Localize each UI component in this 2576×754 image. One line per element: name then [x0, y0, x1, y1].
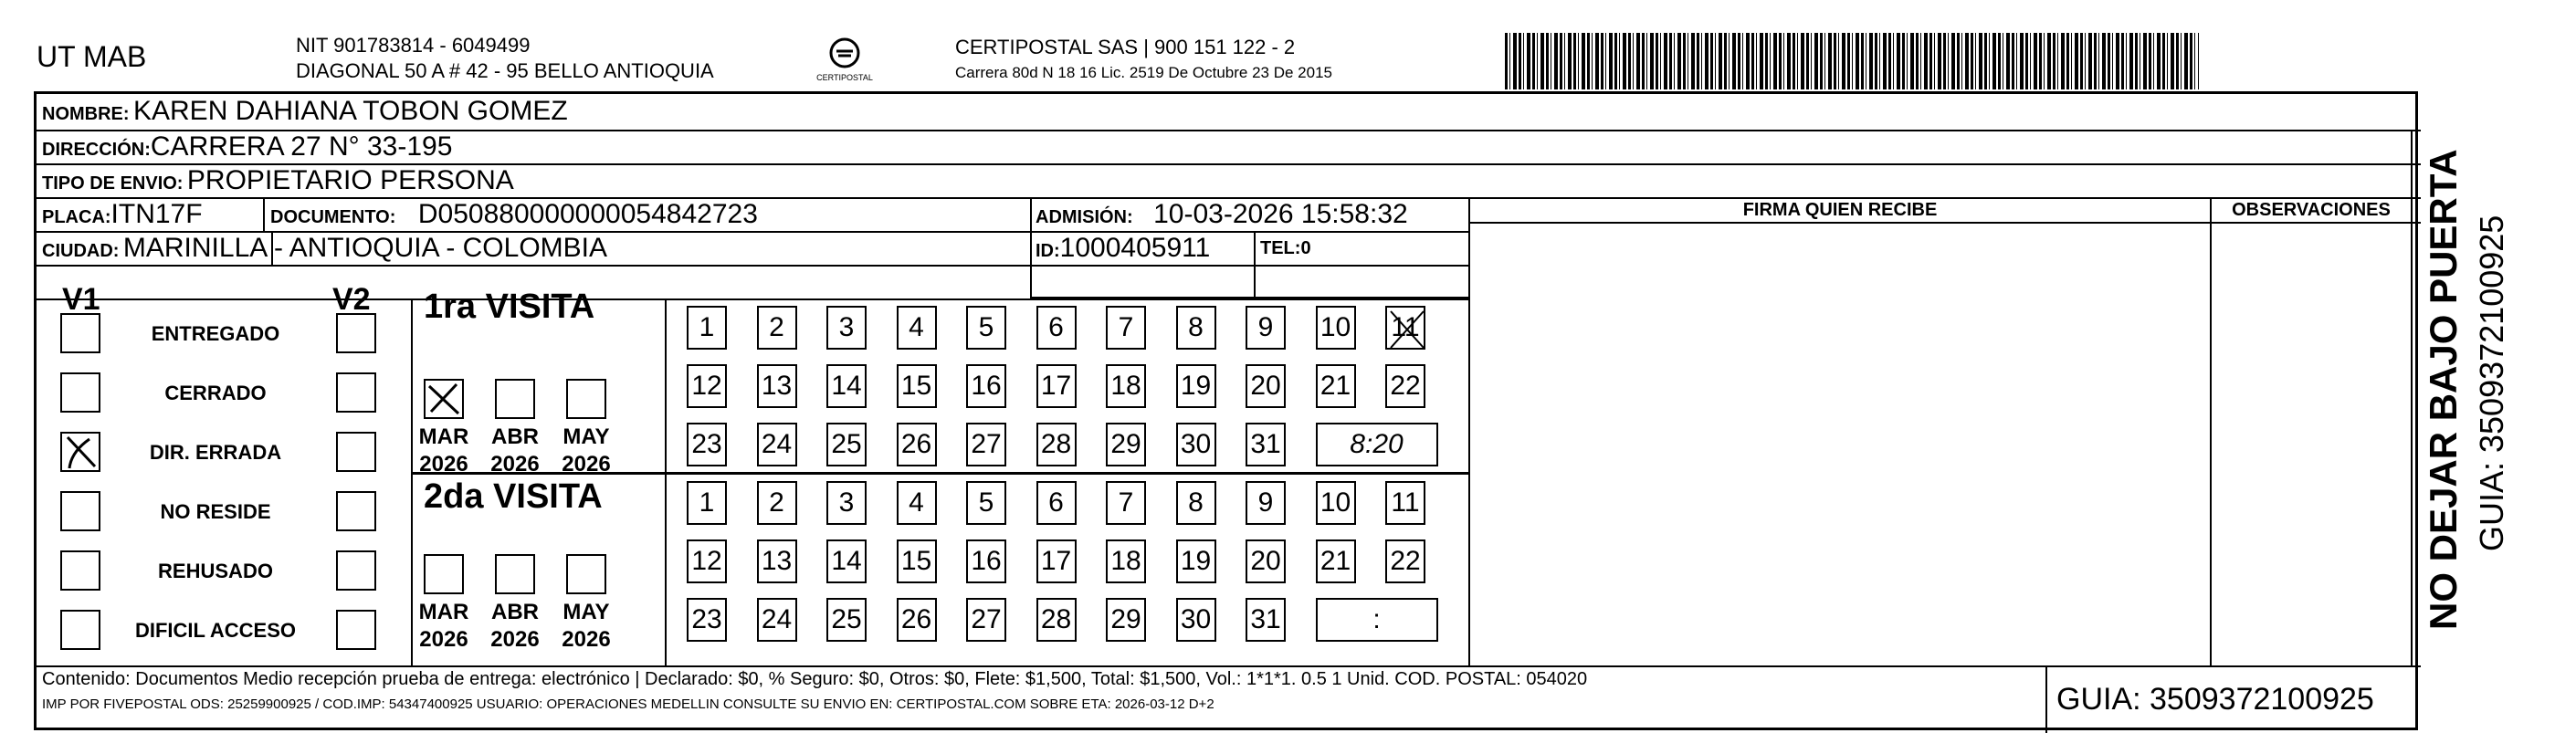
day-number: 20: [1250, 546, 1281, 576]
tel-value: 0: [1300, 238, 1311, 258]
year-label: 2026: [419, 452, 468, 476]
day-box[interactable]: [757, 598, 797, 642]
status-label: REHUSADO: [158, 560, 273, 582]
day-box[interactable]: [687, 481, 727, 525]
check-mark-icon: [426, 381, 462, 417]
barcode: [1505, 33, 2199, 89]
admision-label: ADMISIÓN:: [1036, 207, 1133, 227]
day-number: 11: [1391, 487, 1420, 518]
day-box[interactable]: [1246, 423, 1286, 466]
day-box[interactable]: [1246, 598, 1286, 642]
no-dejar-bajo-puerta: NO DEJAR BAJO PUERTA: [2422, 149, 2465, 630]
day-box[interactable]: [1176, 598, 1216, 642]
day-number: 9: [1257, 312, 1274, 342]
day-box[interactable]: [1246, 481, 1286, 525]
day-number: 25: [831, 429, 862, 459]
day-number: 20: [1250, 371, 1281, 401]
day-box[interactable]: [826, 306, 867, 350]
year-label: 2026: [419, 627, 468, 652]
month-label: ABR: [491, 600, 539, 624]
day-number: 12: [691, 371, 722, 401]
v1-checkbox[interactable]: [60, 610, 100, 650]
day-number: 2: [769, 312, 784, 342]
day-number: 26: [900, 604, 932, 634]
month-label: MAR: [418, 424, 469, 449]
month-label: MAY: [563, 600, 610, 624]
day-box[interactable]: [1246, 306, 1286, 350]
placa-value: ITN17F: [110, 199, 203, 229]
footer-imp: IMP POR FIVEPOSTAL ODS: 25259900925 / COD.IMP: 54347400925 USUARIO: OPERACIONES MEDELLIN CONSULTE SU ENVIO EN: CERTIPOSTAL.COM SOBRE ETA: 2026-03-12 D+2: [42, 696, 1214, 712]
day-box[interactable]: [1106, 481, 1146, 525]
day-number: 31: [1250, 429, 1281, 459]
side-guia: GUIA: 3509372100925: [2473, 215, 2510, 551]
day-number: 4: [909, 312, 924, 342]
day-box[interactable]: [826, 364, 867, 408]
day-box[interactable]: [1036, 598, 1077, 642]
time-box[interactable]: :: [1316, 598, 1438, 642]
month-label: MAR: [418, 600, 469, 624]
year-label: 2026: [562, 452, 611, 476]
day-number: 3: [838, 312, 855, 342]
day-number: 8: [1188, 312, 1204, 342]
footer-contenido: Contenido: Documentos Medio recepción prueba de entrega: electrónico | Declarado: $0, % Seguro: $0, Otros: $0, Flete: $1,500, Total: $1,500, Vol.: 1*1*1. 0.5 1 Unid. COD. POSTAL: 054020: [42, 669, 1588, 689]
carrier-license: Carrera 80d N 18 16 Lic. 2519 De Octubre 23 De 2015: [955, 64, 1332, 81]
day-number: 13: [761, 546, 793, 576]
day-number: 15: [900, 546, 932, 576]
day-number: 18: [1110, 546, 1141, 576]
direccion-value: CARRERA 27 N° 33-195: [150, 131, 453, 162]
certipostal-logo: [813, 35, 877, 89]
day-box[interactable]: [1176, 364, 1216, 408]
day-box[interactable]: [1036, 423, 1077, 466]
day-number: 23: [691, 604, 722, 634]
v1-checkbox[interactable]: [60, 550, 100, 591]
day-box[interactable]: [897, 306, 937, 350]
direccion-label: DIRECCIÓN:: [42, 140, 151, 160]
day-box[interactable]: [1106, 598, 1146, 642]
status-label: DIR. ERRADA: [149, 441, 282, 464]
v2-checkbox[interactable]: [336, 550, 376, 591]
day-number: 30: [1180, 604, 1212, 634]
day-number: 22: [1390, 546, 1421, 576]
day-number: 5: [978, 312, 994, 342]
day-number: 5: [978, 487, 994, 518]
month-checkbox[interactable]: [495, 379, 535, 419]
v2-checkbox[interactable]: [336, 491, 376, 531]
day-number: 27: [971, 429, 1002, 459]
day-box[interactable]: [897, 598, 937, 642]
day-number: 24: [761, 604, 793, 634]
firma-header: FIRMA QUIEN RECIBE: [1742, 200, 1938, 220]
day-number: 6: [1048, 312, 1064, 342]
day-number: 2: [769, 487, 784, 518]
v1-checkbox[interactable]: [60, 432, 100, 472]
day-box[interactable]: [1036, 306, 1077, 350]
month-checkbox[interactable]: [424, 379, 464, 419]
day-box[interactable]: [966, 306, 1006, 350]
day-box[interactable]: [1106, 539, 1146, 583]
day-box[interactable]: [897, 539, 937, 583]
day-box[interactable]: [687, 598, 727, 642]
day-number: 12: [691, 546, 722, 576]
day-number: 22: [1390, 371, 1421, 401]
day-box[interactable]: [1176, 539, 1216, 583]
day-box[interactable]: [1385, 364, 1425, 408]
day-box[interactable]: [1106, 364, 1146, 408]
day-box[interactable]: [687, 539, 727, 583]
status-label: DIFICIL ACCESO: [134, 619, 296, 642]
month-checkbox[interactable]: [424, 554, 464, 594]
day-box[interactable]: [826, 539, 867, 583]
status-label: ENTREGADO: [151, 322, 280, 345]
v1-header: V1: [62, 282, 100, 317]
day-box[interactable]: [966, 364, 1006, 408]
day-box[interactable]: [966, 481, 1006, 525]
month-label: ABR: [491, 424, 539, 449]
day-number: 27: [971, 604, 1002, 634]
ciudad-label: CIUDAD:: [42, 241, 120, 261]
day-number: 4: [909, 487, 924, 518]
day-number: 25: [831, 604, 862, 634]
v2-checkbox[interactable]: [336, 432, 376, 472]
day-box[interactable]: [1385, 306, 1425, 350]
day-box[interactable]: [1316, 306, 1356, 350]
day-number: 23: [691, 429, 722, 459]
day-box[interactable]: [757, 423, 797, 466]
year-label: 2026: [562, 627, 611, 652]
month-checkbox[interactable]: [495, 554, 535, 594]
month-label: MAY: [563, 424, 610, 449]
month-checkbox[interactable]: [566, 379, 606, 419]
company-name: UT MAB: [37, 40, 147, 73]
day-box[interactable]: [1176, 306, 1216, 350]
day-box[interactable]: [1036, 481, 1077, 525]
documento-value: D050880000000054842723: [417, 199, 758, 229]
tipo-envio-value: PROPIETARIO PERSONA: [186, 165, 514, 195]
day-number: 3: [838, 487, 855, 518]
footer-guia: GUIA: 3509372100925: [2056, 682, 2374, 717]
observaciones-header: OBSERVACIONES: [2232, 200, 2391, 220]
day-box[interactable]: [1246, 539, 1286, 583]
day-number: 13: [761, 371, 793, 401]
v1-checkbox[interactable]: [60, 491, 100, 531]
carrier-name: CERTIPOSTAL SAS | 900 151 122 - 2: [955, 36, 1296, 58]
day-number: 19: [1180, 371, 1212, 401]
day-box[interactable]: [1385, 539, 1425, 583]
day-box[interactable]: [1316, 539, 1356, 583]
sender-address: DIAGONAL 50 A # 42 - 95 BELLO ANTIOQUIA: [296, 59, 714, 82]
day-box[interactable]: [897, 364, 937, 408]
day-box[interactable]: [1316, 481, 1356, 525]
check-mark-icon: [62, 434, 99, 470]
day-number: 21: [1320, 371, 1351, 401]
day-box[interactable]: [1036, 539, 1077, 583]
v1-checkbox[interactable]: [60, 313, 100, 353]
day-box[interactable]: [1316, 364, 1356, 408]
nombre-value: KAREN DAHIANA TOBON GOMEZ: [133, 96, 568, 126]
day-box[interactable]: [757, 306, 797, 350]
nombre-label: NOMBRE:: [42, 104, 130, 124]
day-number: 18: [1110, 371, 1141, 401]
ciudad-value: MARINILLA - ANTIOQUIA - COLOMBIA: [122, 233, 608, 263]
day-number: 7: [1118, 487, 1134, 518]
day-box[interactable]: [826, 598, 867, 642]
day-number: 14: [831, 371, 862, 401]
day-box[interactable]: [897, 423, 937, 466]
v2-checkbox[interactable]: [336, 610, 376, 650]
year-label: 2026: [490, 452, 540, 476]
day-number: 16: [971, 371, 1002, 401]
day-number: 10: [1320, 487, 1351, 518]
month-checkbox[interactable]: [566, 554, 606, 594]
status-label: NO RESIDE: [160, 500, 271, 523]
day-box[interactable]: [1106, 423, 1146, 466]
day-number: 17: [1040, 371, 1072, 401]
day-number: 28: [1040, 604, 1072, 634]
day-number: 19: [1180, 546, 1212, 576]
day-box[interactable]: [966, 423, 1006, 466]
day-number: 17: [1040, 546, 1072, 576]
delivery-form: [34, 91, 2418, 730]
year-label: 2026: [490, 627, 540, 652]
day-number: 7: [1118, 312, 1134, 342]
placa-label: PLACA:: [42, 207, 111, 227]
status-label: CERRADO: [164, 382, 267, 404]
day-box[interactable]: [757, 481, 797, 525]
v1-checkbox[interactable]: [60, 372, 100, 413]
day-number: 29: [1110, 429, 1141, 459]
day-number: 9: [1257, 487, 1274, 518]
day-number: 24: [761, 429, 793, 459]
day-box[interactable]: [687, 364, 727, 408]
day-box[interactable]: [966, 598, 1006, 642]
day-box[interactable]: [1036, 364, 1077, 408]
day-number: 29: [1110, 604, 1141, 634]
day-number: 26: [900, 429, 932, 459]
day-box[interactable]: [757, 539, 797, 583]
day-box[interactable]: [1246, 364, 1286, 408]
visita-2-title: 2da VISITA: [424, 477, 603, 516]
day-box[interactable]: [1385, 481, 1425, 525]
day-number: 14: [831, 546, 862, 576]
day-number: 16: [971, 546, 1002, 576]
day-number: 10: [1320, 312, 1351, 342]
day-box[interactable]: [826, 481, 867, 525]
day-box[interactable]: [687, 423, 727, 466]
id-value: 1000405911: [1059, 233, 1211, 263]
documento-label: DOCUMENTO:: [270, 207, 396, 227]
day-box[interactable]: [687, 306, 727, 350]
day-number: 1: [699, 312, 715, 342]
logo-text: CERTIPOSTAL: [816, 73, 873, 82]
day-box[interactable]: [897, 481, 937, 525]
day-box[interactable]: [1176, 423, 1216, 466]
v2-header: V2: [332, 282, 371, 317]
day-number: 31: [1250, 604, 1281, 634]
day-number: 11: [1391, 312, 1420, 342]
day-box[interactable]: [966, 539, 1006, 583]
visita-1-title: 1ra VISITA: [424, 288, 595, 326]
nit: NIT 901783814 - 6049499: [296, 34, 531, 57]
v2-checkbox[interactable]: [336, 313, 376, 353]
day-number: 1: [699, 487, 715, 518]
id-label: ID:: [1036, 241, 1060, 261]
day-box[interactable]: [1106, 306, 1146, 350]
admision-value: 10-03-2026 15:58:32: [1153, 199, 1408, 229]
time-box[interactable]: 8:20: [1316, 423, 1438, 466]
tipo-envio-label: TIPO DE ENVIO:: [42, 173, 184, 194]
day-number: 6: [1048, 487, 1064, 518]
day-box[interactable]: [826, 423, 867, 466]
day-number: 28: [1040, 429, 1072, 459]
day-number: 30: [1180, 429, 1212, 459]
v2-checkbox[interactable]: [336, 372, 376, 413]
day-number: 8: [1188, 487, 1204, 518]
day-number: 21: [1320, 546, 1351, 576]
tel-label: TEL:: [1260, 238, 1301, 258]
day-box[interactable]: [1176, 481, 1216, 525]
day-number: 15: [900, 371, 932, 401]
day-box[interactable]: [757, 364, 797, 408]
cross-mark-icon: [1387, 308, 1427, 351]
